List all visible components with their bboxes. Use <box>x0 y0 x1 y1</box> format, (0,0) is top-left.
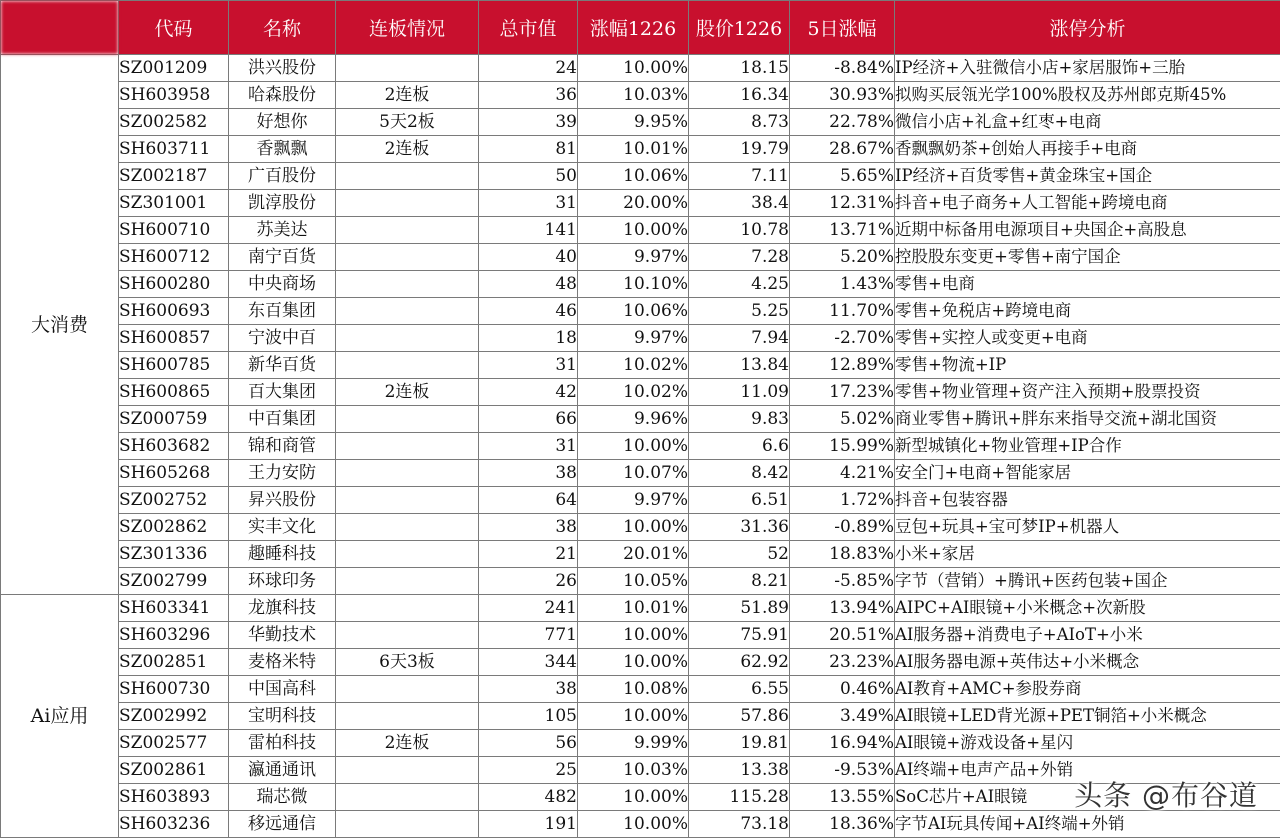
price-cell: 52 <box>689 541 790 568</box>
limit-up-reason-cell: AI眼镜+游戏设备+星闪 <box>895 730 1280 757</box>
limit-up-reason-cell: 香飘飘奶茶+创始人再接手+电商 <box>895 136 1280 163</box>
stock-code-cell: SH603296 <box>119 622 229 649</box>
change-pct-cell: 10.03% <box>578 82 689 109</box>
price-cell: 16.34 <box>689 82 790 109</box>
sector-group-cell: Ai应用 <box>1 595 119 838</box>
board-status-cell <box>336 487 479 514</box>
stock-name-cell: 锦和商管 <box>229 433 336 460</box>
stock-name-cell: 瀛通通讯 <box>229 757 336 784</box>
limit-up-reason-cell: 商业零售+腾讯+胖东来指导交流+湖北国资 <box>895 406 1280 433</box>
board-status-cell <box>336 406 479 433</box>
board-status-cell <box>336 352 479 379</box>
five-day-change-cell: 5.65% <box>790 163 895 190</box>
five-day-change-cell: 18.36% <box>790 811 895 838</box>
five-day-change-cell: -2.70% <box>790 325 895 352</box>
change-pct-cell: 10.00% <box>578 784 689 811</box>
change-pct-cell: 10.06% <box>578 298 689 325</box>
board-status-cell <box>336 703 479 730</box>
stock-name-cell: 趣睡科技 <box>229 541 336 568</box>
change-pct-cell: 10.00% <box>578 649 689 676</box>
change-pct-cell: 10.00% <box>578 217 689 244</box>
stock-code-cell: SZ002752 <box>119 487 229 514</box>
market-cap-cell: 18 <box>479 325 578 352</box>
header-reason[interactable]: 涨停分析 <box>895 1 1280 55</box>
board-status-cell <box>336 676 479 703</box>
board-status-cell: 6天3板 <box>336 649 479 676</box>
board-status-cell <box>336 190 479 217</box>
five-day-change-cell: 17.23% <box>790 379 895 406</box>
price-cell: 8.21 <box>689 568 790 595</box>
market-cap-cell: 39 <box>479 109 578 136</box>
stock-code-cell: SH603236 <box>119 811 229 838</box>
price-cell: 8.73 <box>689 109 790 136</box>
market-cap-cell: 64 <box>479 487 578 514</box>
limit-up-reason-cell: AI服务器电源+英伟达+小米概念 <box>895 649 1280 676</box>
limit-up-reason-cell: 零售+物流+IP <box>895 352 1280 379</box>
board-status-cell <box>336 325 479 352</box>
five-day-change-cell: 5.02% <box>790 406 895 433</box>
board-status-cell <box>336 811 479 838</box>
table-row[interactable] <box>1 406 1280 433</box>
five-day-change-cell: 3.49% <box>790 703 895 730</box>
market-cap-cell: 31 <box>479 190 578 217</box>
five-day-change-cell: 13.94% <box>790 595 895 622</box>
header-code[interactable]: 代码 <box>119 1 229 55</box>
price-cell: 51.89 <box>689 595 790 622</box>
stock-code-cell: SZ001209 <box>119 55 229 82</box>
change-pct-cell: 10.01% <box>578 595 689 622</box>
five-day-change-cell: 0.46% <box>790 676 895 703</box>
market-cap-cell: 141 <box>479 217 578 244</box>
board-status-cell: 2连板 <box>336 730 479 757</box>
stock-name-cell: 龙旗科技 <box>229 595 336 622</box>
board-status-cell: 2连板 <box>336 379 479 406</box>
board-status-cell <box>336 298 479 325</box>
sector-group-cell: 大消费 <box>1 55 119 595</box>
stock-code-cell: SH600730 <box>119 676 229 703</box>
change-pct-cell: 10.05% <box>578 568 689 595</box>
table-row[interactable] <box>1 703 1280 730</box>
change-pct-cell: 10.06% <box>578 163 689 190</box>
price-cell: 57.86 <box>689 703 790 730</box>
stock-code-cell: SH603341 <box>119 595 229 622</box>
five-day-change-cell: -8.84% <box>790 55 895 82</box>
stock-name-cell: 雷柏科技 <box>229 730 336 757</box>
watermark: 头条 @布谷道 <box>1074 774 1258 814</box>
stock-code-cell: SZ002862 <box>119 514 229 541</box>
stock-code-cell: SZ002799 <box>119 568 229 595</box>
market-cap-cell: 38 <box>479 514 578 541</box>
stock-name-cell: 王力安防 <box>229 460 336 487</box>
price-cell: 18.15 <box>689 55 790 82</box>
stock-name-cell: 哈森股份 <box>229 82 336 109</box>
five-day-change-cell: 1.43% <box>790 271 895 298</box>
market-cap-cell: 31 <box>479 352 578 379</box>
change-pct-cell: 10.00% <box>578 433 689 460</box>
board-status-cell: 5天2板 <box>336 109 479 136</box>
stock-name-cell: 凯淳股份 <box>229 190 336 217</box>
board-status-cell <box>336 541 479 568</box>
stock-code-cell: SH600857 <box>119 325 229 352</box>
price-cell: 19.79 <box>689 136 790 163</box>
price-cell: 6.51 <box>689 487 790 514</box>
change-pct-cell: 10.00% <box>578 514 689 541</box>
stock-name-cell: 宝明科技 <box>229 703 336 730</box>
market-cap-cell: 105 <box>479 703 578 730</box>
price-cell: 10.78 <box>689 217 790 244</box>
stock-code-cell: SH600712 <box>119 244 229 271</box>
header-price[interactable]: 股价1226 <box>689 1 790 55</box>
limit-up-reason-cell: IP经济+百货零售+黄金珠宝+国企 <box>895 163 1280 190</box>
stock-name-cell: 中央商场 <box>229 271 336 298</box>
market-cap-cell: 46 <box>479 298 578 325</box>
five-day-change-cell: -9.53% <box>790 757 895 784</box>
change-pct-cell: 9.96% <box>578 406 689 433</box>
table-row[interactable] <box>1 514 1280 541</box>
price-cell: 115.28 <box>689 784 790 811</box>
table-row[interactable] <box>1 109 1280 136</box>
limit-up-reason-cell: AI教育+AMC+参股券商 <box>895 676 1280 703</box>
stock-code-cell: SH600785 <box>119 352 229 379</box>
price-cell: 62.92 <box>689 649 790 676</box>
stock-code-cell: SH603682 <box>119 433 229 460</box>
stock-name-cell: 中百集团 <box>229 406 336 433</box>
board-status-cell <box>336 784 479 811</box>
header-pct[interactable]: 涨幅1226 <box>578 1 689 55</box>
change-pct-cell: 10.00% <box>578 811 689 838</box>
five-day-change-cell: 12.89% <box>790 352 895 379</box>
table-row[interactable] <box>1 649 1280 676</box>
stock-code-cell: SH603711 <box>119 136 229 163</box>
board-status-cell <box>336 514 479 541</box>
price-cell: 19.81 <box>689 730 790 757</box>
price-cell: 7.94 <box>689 325 790 352</box>
stock-code-cell: SH603958 <box>119 82 229 109</box>
price-cell: 31.36 <box>689 514 790 541</box>
table-row[interactable] <box>1 622 1280 649</box>
limit-up-reason-cell: 近期中标备用电源项目+央国企+高股息 <box>895 217 1280 244</box>
market-cap-cell: 66 <box>479 406 578 433</box>
five-day-change-cell: -0.89% <box>790 514 895 541</box>
table-row[interactable] <box>1 244 1280 271</box>
limit-up-reason-cell: 微信小店+礼盒+红枣+电商 <box>895 109 1280 136</box>
change-pct-cell: 10.00% <box>578 55 689 82</box>
board-status-cell: 2连板 <box>336 82 479 109</box>
price-cell: 9.83 <box>689 406 790 433</box>
limit-up-reason-cell: 零售+物业管理+资产注入预期+股票投资 <box>895 379 1280 406</box>
market-cap-cell: 42 <box>479 379 578 406</box>
five-day-change-cell: 4.21% <box>790 460 895 487</box>
board-status-cell <box>336 622 479 649</box>
stock-name-cell: 麦格米特 <box>229 649 336 676</box>
price-cell: 73.18 <box>689 811 790 838</box>
five-day-change-cell: 20.51% <box>790 622 895 649</box>
limit-up-reason-cell: 字节AI玩具传闻+AI终端+外销 <box>895 811 1280 838</box>
stock-name-cell: 洪兴股份 <box>229 55 336 82</box>
stock-code-cell: SH600280 <box>119 271 229 298</box>
table-row[interactable] <box>1 163 1280 190</box>
table-row[interactable] <box>1 568 1280 595</box>
header-cap[interactable]: 总市值 <box>479 1 578 55</box>
limit-up-reason-cell: AI眼镜+LED背光源+PET铜箔+小米概念 <box>895 703 1280 730</box>
table-row[interactable] <box>1 298 1280 325</box>
header-five-day[interactable]: 5日涨幅 <box>790 1 895 55</box>
stock-code-cell: SH603893 <box>119 784 229 811</box>
board-status-cell <box>336 217 479 244</box>
board-status-cell <box>336 244 479 271</box>
table-row[interactable] <box>1 487 1280 514</box>
stock-code-cell: SZ002851 <box>119 649 229 676</box>
change-pct-cell: 10.00% <box>578 703 689 730</box>
limit-up-reason-cell: 新型城镇化+物业管理+IP合作 <box>895 433 1280 460</box>
stock-name-cell: 移远通信 <box>229 811 336 838</box>
stock-name-cell: 华勤技术 <box>229 622 336 649</box>
limit-up-reason-cell: 控股股东变更+零售+南宁国企 <box>895 244 1280 271</box>
board-status-cell <box>336 163 479 190</box>
stock-code-cell: SZ002577 <box>119 730 229 757</box>
five-day-change-cell: 5.20% <box>790 244 895 271</box>
change-pct-cell: 20.01% <box>578 541 689 568</box>
stock-name-cell: 百大集团 <box>229 379 336 406</box>
table-row[interactable] <box>1 541 1280 568</box>
board-status-cell <box>336 757 479 784</box>
board-status-cell <box>336 433 479 460</box>
five-day-change-cell: 23.23% <box>790 649 895 676</box>
price-cell: 75.91 <box>689 622 790 649</box>
table-row[interactable] <box>1 325 1280 352</box>
five-day-change-cell: 30.93% <box>790 82 895 109</box>
header-name[interactable]: 名称 <box>229 1 336 55</box>
limit-up-reason-cell: IP经济+入驻微信小店+家居服饰+三胎 <box>895 55 1280 82</box>
stock-name-cell: 苏美达 <box>229 217 336 244</box>
change-pct-cell: 9.97% <box>578 244 689 271</box>
five-day-change-cell: -5.85% <box>790 568 895 595</box>
table-row[interactable] <box>1 55 1280 82</box>
board-status-cell <box>336 568 479 595</box>
price-cell: 13.38 <box>689 757 790 784</box>
header-sector <box>1 1 119 55</box>
table-row[interactable] <box>1 433 1280 460</box>
five-day-change-cell: 11.70% <box>790 298 895 325</box>
market-cap-cell: 25 <box>479 757 578 784</box>
limit-up-reason-cell: 小米+家居 <box>895 541 1280 568</box>
price-cell: 11.09 <box>689 379 790 406</box>
change-pct-cell: 10.08% <box>578 676 689 703</box>
limit-up-reason-cell: AI终端+电声产品+外销 <box>895 757 1280 784</box>
market-cap-cell: 38 <box>479 676 578 703</box>
header-board[interactable]: 连板情况 <box>336 1 479 55</box>
five-day-change-cell: 1.72% <box>790 487 895 514</box>
stock-name-cell: 实丰文化 <box>229 514 336 541</box>
stock-code-cell: SH600693 <box>119 298 229 325</box>
limit-up-reason-cell: 零售+免税店+跨境电商 <box>895 298 1280 325</box>
stock-name-cell: 新华百货 <box>229 352 336 379</box>
change-pct-cell: 9.97% <box>578 487 689 514</box>
board-status-cell <box>336 595 479 622</box>
limit-up-reason-cell: 豆包+玩具+宝可梦IP+机器人 <box>895 514 1280 541</box>
stock-code-cell: SZ002582 <box>119 109 229 136</box>
stock-name-cell: 中国高科 <box>229 676 336 703</box>
table-row[interactable] <box>1 190 1280 217</box>
market-cap-cell: 56 <box>479 730 578 757</box>
header-row <box>1 1 1280 55</box>
stock-name-cell: 东百集团 <box>229 298 336 325</box>
table-row[interactable] <box>1 784 1280 811</box>
five-day-change-cell: 18.83% <box>790 541 895 568</box>
table-row[interactable] <box>1 730 1280 757</box>
price-cell: 6.55 <box>689 676 790 703</box>
board-status-cell: 2连板 <box>336 136 479 163</box>
change-pct-cell: 10.10% <box>578 271 689 298</box>
limit-up-reason-cell: 抖音+电子商务+人工智能+跨境电商 <box>895 190 1280 217</box>
market-cap-cell: 344 <box>479 649 578 676</box>
board-status-cell <box>336 460 479 487</box>
limit-up-reason-cell: AI服务器+消费电子+AIoT+小米 <box>895 622 1280 649</box>
table-body <box>1 55 1280 838</box>
stock-code-cell: SZ000759 <box>119 406 229 433</box>
change-pct-cell: 10.07% <box>578 460 689 487</box>
change-pct-cell: 10.02% <box>578 379 689 406</box>
five-day-change-cell: 16.94% <box>790 730 895 757</box>
price-cell: 7.11 <box>689 163 790 190</box>
stock-code-cell: SH600710 <box>119 217 229 244</box>
stock-name-cell: 环球印务 <box>229 568 336 595</box>
market-cap-cell: 36 <box>479 82 578 109</box>
stock-code-cell: SZ002861 <box>119 757 229 784</box>
table-row[interactable] <box>1 757 1280 784</box>
five-day-change-cell: 12.31% <box>790 190 895 217</box>
five-day-change-cell: 13.71% <box>790 217 895 244</box>
change-pct-cell: 10.03% <box>578 757 689 784</box>
table-row[interactable] <box>1 379 1280 406</box>
market-cap-cell: 26 <box>479 568 578 595</box>
limit-up-reason-cell: 拟购买辰瓴光学100%股权及苏州郎克斯45% <box>895 82 1280 109</box>
stock-code-cell: SZ002992 <box>119 703 229 730</box>
table-row[interactable] <box>1 460 1280 487</box>
change-pct-cell: 9.97% <box>578 325 689 352</box>
stock-code-cell: SZ002187 <box>119 163 229 190</box>
table-row[interactable] <box>1 217 1280 244</box>
board-status-cell <box>336 55 479 82</box>
market-cap-cell: 38 <box>479 460 578 487</box>
five-day-change-cell: 13.55% <box>790 784 895 811</box>
table-row[interactable] <box>1 136 1280 163</box>
change-pct-cell: 9.95% <box>578 109 689 136</box>
stock-name-cell: 宁波中百 <box>229 325 336 352</box>
limit-up-reason-cell: AIPC+AI眼镜+小米概念+次新股 <box>895 595 1280 622</box>
price-cell: 8.42 <box>689 460 790 487</box>
market-cap-cell: 50 <box>479 163 578 190</box>
table-row[interactable] <box>1 82 1280 109</box>
stock-name-cell: 广百股份 <box>229 163 336 190</box>
stock-name-cell: 昇兴股份 <box>229 487 336 514</box>
table-row[interactable] <box>1 676 1280 703</box>
limit-up-reason-cell: 字节（营销）+腾讯+医药包装+国企 <box>895 568 1280 595</box>
stock-name-cell: 南宁百货 <box>229 244 336 271</box>
market-cap-cell: 21 <box>479 541 578 568</box>
change-pct-cell: 10.00% <box>578 622 689 649</box>
market-cap-cell: 81 <box>479 136 578 163</box>
five-day-change-cell: 15.99% <box>790 433 895 460</box>
stock-name-cell: 好想你 <box>229 109 336 136</box>
stock-name-cell: 香飘飘 <box>229 136 336 163</box>
change-pct-cell: 9.99% <box>578 730 689 757</box>
stock-code-cell: SZ301001 <box>119 190 229 217</box>
market-cap-cell: 48 <box>479 271 578 298</box>
stock-code-cell: SH605268 <box>119 460 229 487</box>
price-cell: 6.6 <box>689 433 790 460</box>
market-cap-cell: 31 <box>479 433 578 460</box>
price-cell: 4.25 <box>689 271 790 298</box>
change-pct-cell: 20.00% <box>578 190 689 217</box>
price-cell: 7.28 <box>689 244 790 271</box>
limit-up-reason-cell: 零售+电商 <box>895 271 1280 298</box>
price-cell: 38.4 <box>689 190 790 217</box>
limit-up-reason-cell: SoC芯片+AI眼镜 <box>895 784 1280 811</box>
market-cap-cell: 771 <box>479 622 578 649</box>
stock-name-cell: 瑞芯微 <box>229 784 336 811</box>
table-row[interactable] <box>1 811 1280 838</box>
change-pct-cell: 10.01% <box>578 136 689 163</box>
table-row[interactable] <box>1 352 1280 379</box>
market-cap-cell: 40 <box>479 244 578 271</box>
limit-up-reason-cell: 抖音+包装容器 <box>895 487 1280 514</box>
limit-up-reason-cell: 零售+实控人或变更+电商 <box>895 325 1280 352</box>
market-cap-cell: 24 <box>479 55 578 82</box>
stock-code-cell: SZ301336 <box>119 541 229 568</box>
price-cell: 5.25 <box>689 298 790 325</box>
five-day-change-cell: 22.78% <box>790 109 895 136</box>
limit-up-reason-cell: 安全门+电商+智能家居 <box>895 460 1280 487</box>
market-cap-cell: 482 <box>479 784 578 811</box>
five-day-change-cell: 28.67% <box>790 136 895 163</box>
market-cap-cell: 191 <box>479 811 578 838</box>
change-pct-cell: 10.02% <box>578 352 689 379</box>
price-cell: 13.84 <box>689 352 790 379</box>
market-cap-cell: 241 <box>479 595 578 622</box>
stock-code-cell: SH600865 <box>119 379 229 406</box>
table-row[interactable] <box>1 595 1280 622</box>
board-status-cell <box>336 271 479 298</box>
table-row[interactable] <box>1 271 1280 298</box>
